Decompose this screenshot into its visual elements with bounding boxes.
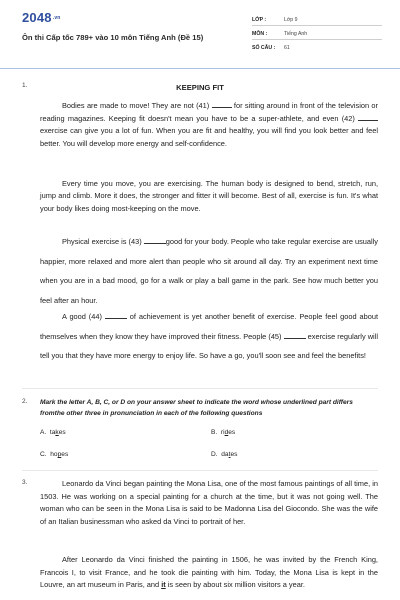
underlined-sound: p — [57, 451, 62, 458]
option-text: ta — [49, 429, 56, 436]
passage-paragraph — [40, 100, 378, 150]
passage-paragraph — [40, 554, 378, 592]
exam-title: Ôn thi Cấp tốc 789+ vào 10 môn Tiếng Anh (Đề 15) — [22, 33, 204, 42]
passage-paragraph — [40, 307, 378, 366]
paragraph-text: of achievement is yet another benefit of exercise. People feel good about themselves when they know they have improved their fitness. People (45) — [40, 312, 378, 341]
question-number: 2. — [22, 398, 28, 405]
underlined-word: it — [161, 580, 166, 590]
underlined-sound: k — [55, 429, 59, 436]
paragraph-text: for sitting around in front of the television or reading magazines. Keeping fit doesn't mean you have to be a super-athlete, and even (42) — [40, 101, 378, 123]
option-text: ri — [220, 429, 225, 436]
option-letter: C. — [40, 451, 47, 458]
question-instruction: Mark the letter A, B, C, or D on your answer sheet to indicate the word whose underlined part differs fromthe other three in pronunciation in each of the following questions — [40, 399, 353, 417]
question-number: 3. — [22, 479, 28, 486]
class-label: LỚP : — [252, 17, 267, 23]
passage-title: KEEPING FIT — [176, 83, 224, 92]
option-letter: B. — [211, 429, 218, 436]
paragraph-text: After Leonardo da Vinci finished the painting in 1506, he was invited by the French King, Francois I, to visit France, and he took die painting with him. Today, the Mona Lisa is kept in the Louvre, an art museum in Paris, and — [40, 555, 378, 590]
option-text: es — [230, 451, 238, 458]
count-label: SỐ CÂU : — [252, 45, 276, 51]
subject-label: MÔN : — [252, 31, 268, 37]
blank-43 — [144, 243, 166, 244]
meta-divider — [252, 25, 382, 26]
blank-45 — [284, 338, 306, 339]
underlined-sound: t — [228, 451, 231, 458]
underlined-sound: d — [224, 429, 229, 436]
section-divider — [22, 388, 378, 389]
option-text: ho — [50, 451, 58, 458]
count-value: 61 — [284, 45, 290, 51]
paragraph-text: exercise can give you a lot of fun. When you are fit and healthy, you will find you look better and feel better. You will develop more energy and self-confidence. — [40, 126, 378, 148]
answer-option-d[interactable] — [211, 451, 237, 458]
option-text: da — [221, 451, 229, 458]
header-rule — [0, 68, 400, 69]
class-value: Lớp 9 — [284, 17, 298, 23]
paragraph-text: Physical exercise is (43) — [62, 237, 144, 246]
page-header — [0, 0, 400, 62]
passage-paragraph — [40, 232, 378, 310]
passage-paragraph — [40, 178, 378, 215]
option-text: es — [228, 429, 236, 436]
option-letter: A. — [40, 429, 47, 436]
paragraph-text: exercise regularly will tell you that they have more energy to enjoy life. So have a go, you'll soon see and feel the benefits! — [40, 331, 378, 361]
answer-option-b[interactable] — [211, 429, 235, 436]
answer-option-a[interactable] — [40, 429, 66, 436]
section-divider — [22, 470, 378, 471]
paragraph-text: Leonardo da Vinci began painting the Mona Lisa, one of the most famous paintings of all time, in 1503. He was working on a special painting for a church at the time, but it was not going well. The woman who can be seen in the Mona Lisa is said to be Madonna Lisa del Giocondo. She was the wife of an Italian businessman who asked da Vinci to portrait of her. — [40, 479, 378, 526]
blank-41 — [212, 107, 232, 108]
site-logo[interactable] — [22, 10, 61, 25]
paragraph-text: is seen by about six million visitors a year. — [165, 580, 305, 590]
blank-42 — [358, 120, 378, 121]
passage-paragraph — [40, 478, 378, 528]
paragraph-text: good for your body. People who take regular exercise are usually happier, more relaxed and more alert than people who sit around all day. Try an experiment next time when you are in a bad mood, go for a walk or play a ball game in the park. See how much better you feel after an hour. — [40, 237, 378, 305]
answer-option-c[interactable] — [40, 451, 68, 458]
blank-44 — [105, 318, 127, 319]
option-text: es — [58, 429, 66, 436]
subject-value: Tiếng Anh — [284, 31, 308, 37]
meta-divider — [252, 39, 382, 40]
paragraph-text: A good (44) — [62, 312, 105, 321]
logo-suffix: .vn — [52, 15, 61, 21]
logo-text: 2048 — [22, 10, 52, 25]
option-text: es — [61, 451, 69, 458]
question-number: 1. — [22, 82, 28, 89]
paragraph-text: Bodies are made to move! They are not (41) — [62, 101, 212, 110]
paragraph-text: Every time you move, you are exercising. The human body is designed to bend, stretch, run, jump and climb. More it does, the stronger and fitter it will become. Best of all, exercise is fun. It's what your body likes doing most-keeping on the move. — [40, 179, 378, 213]
option-letter: D. — [211, 451, 218, 458]
